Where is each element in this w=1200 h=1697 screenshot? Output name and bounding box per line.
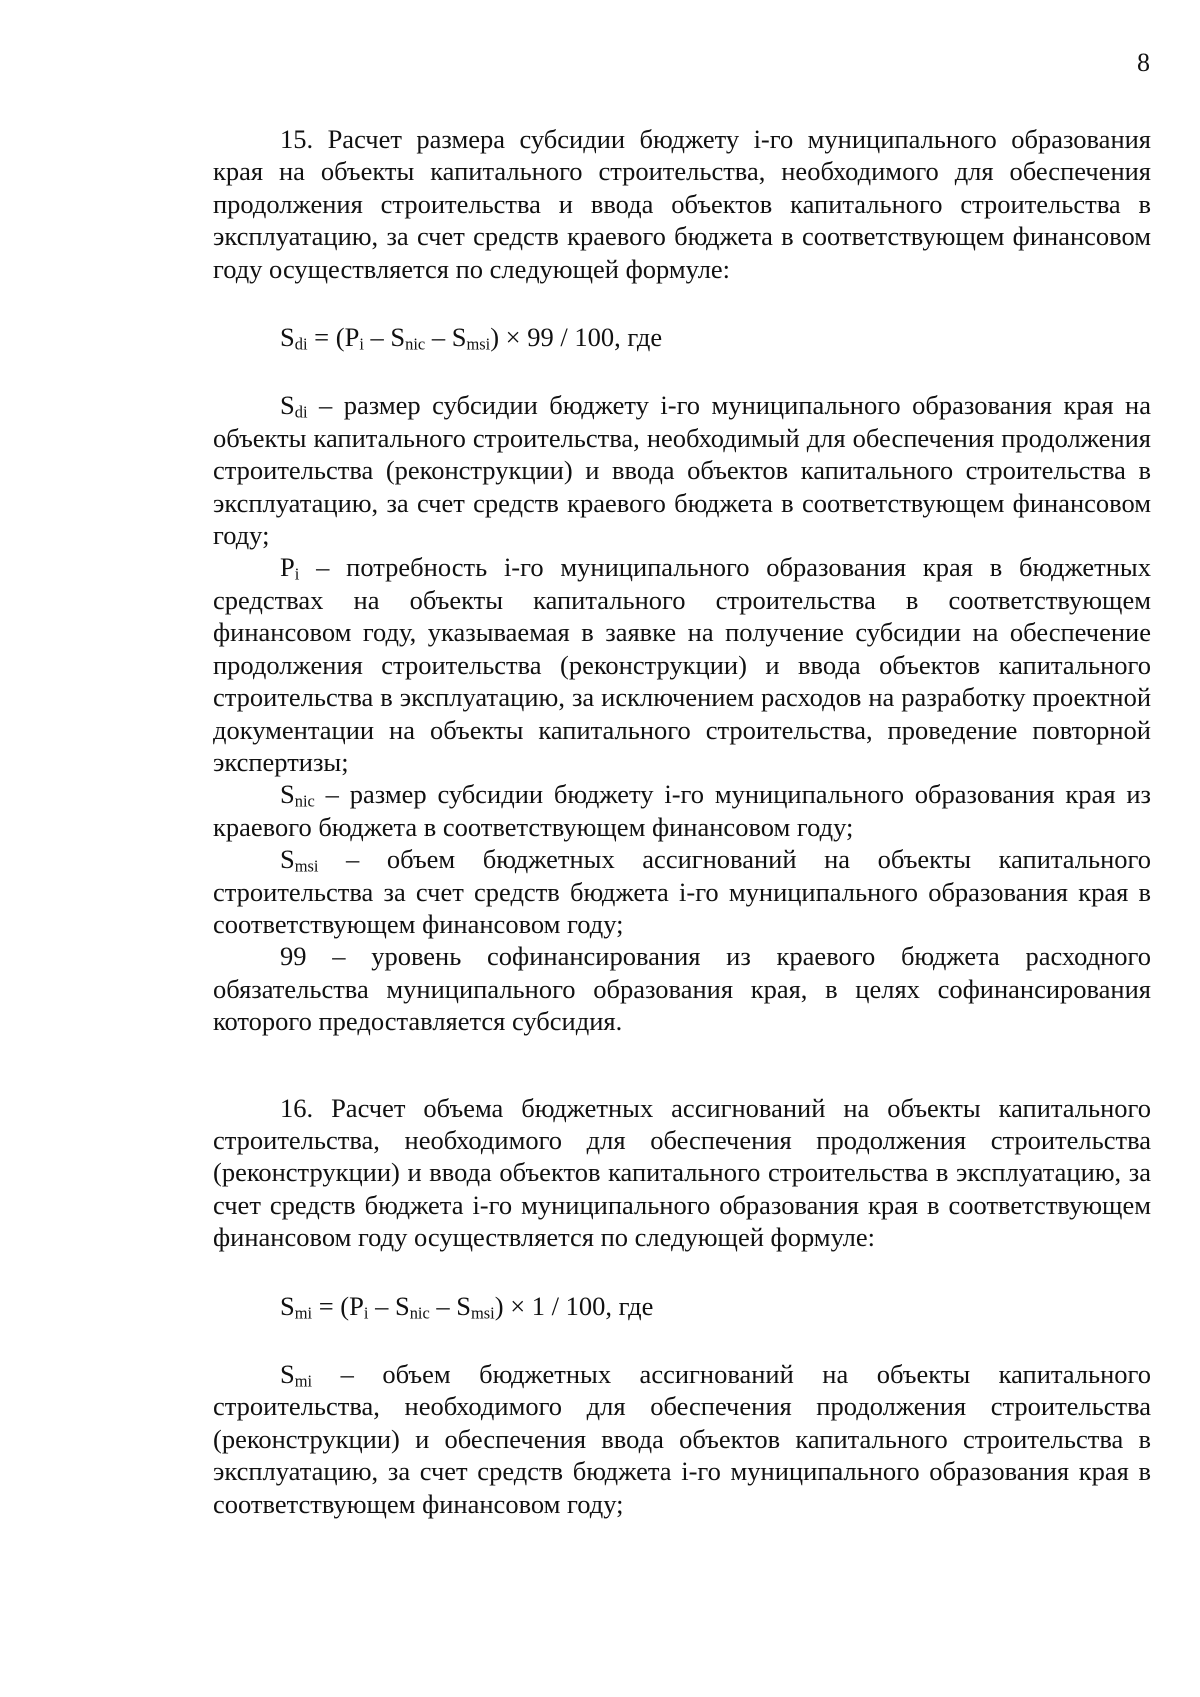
formula-smi: $S_{mi} = (P_i - S_{nic} - S_{msi}) \times 1 / 100$, где xyxy=(280,1290,654,1323)
section-16-intro: 16. Расчет объема бюджетных ассигнований на объекты капитального строительства, необходимого для обеспечения продолжения строительства (реконструкции) и ввода объектов капитального строительства в эксплуатацию, за счет средств бюджета i-го муниципального образования края в соответствующем финансовом году осуществляется по следующей формуле: xyxy=(213,1092,1151,1253)
page-number: 8 xyxy=(1137,48,1150,77)
definition-cofinancing-level: 99 – уровень софинансирования из краевого бюджета расходного обязательства муниципального образования края, в целях софинансирования которого предоставляется субсидия. xyxy=(213,941,1151,1037)
definition-pi: $P_i$ – потребность i-го муниципального образования края в бюджетных средствах на объекты капитального строительства в соответствующем финансовом году, указываемая в заявке на получение субсидии на обеспечение продолжения строительства (реконструкции) и ввода объектов капитального строительства в эксплуатацию, за исключением расходов на разработку проектной документации на объекты капитального строительства, проведение повторной экспертизы; xyxy=(213,552,1151,777)
definition-smsi: $S_{msi}$ – объем бюджетных ассигнований на объекты капитального строительства за счет средств бюджета i-го муниципального образования края в соответствующем финансовом году; xyxy=(213,844,1151,939)
definition-sdi: $S_{di}$ – размер субсидии бюджету i-го муниципального образования края на объекты капитального строительства, необходимый для обеспечения продолжения строительства (реконструкции) и ввода объектов капитального строительства в эксплуатацию, за счет средств краевого бюджета в соответствующем финансовом году; xyxy=(213,390,1151,551)
definition-snic: $S_{nic}$ – размер субсидии бюджету i-го муниципального образования края из краевого бюджета в соответствующем финансовом году; xyxy=(213,779,1151,842)
definition-smi: $S_{mi}$ – объем бюджетных ассигнований на объекты капитального строительства, необходимого для обеспечения продолжения строительства (реконструкции) и обеспечения ввода объектов капитального строительства в эксплуатацию, за счет средств бюджета i-го муниципального образования края в соответствующем финансовом году; xyxy=(213,1359,1151,1519)
formula-sdi: $S_{di} = (P_i - S_{nic} - S_{msi}) \times 99 / 100$, где xyxy=(280,322,663,354)
section-15-intro: 15. Расчет размера субсидии бюджету i-го муниципального образования края на объекты капитального строительства, необходимого для обеспечения продолжения строительства и ввода объектов капитального строительства в эксплуатацию, за счет средств краевого бюджета в соответствующем финансовом году осуществляется по следующей формуле: xyxy=(213,124,1151,284)
document-body xyxy=(213,123,1151,1520)
